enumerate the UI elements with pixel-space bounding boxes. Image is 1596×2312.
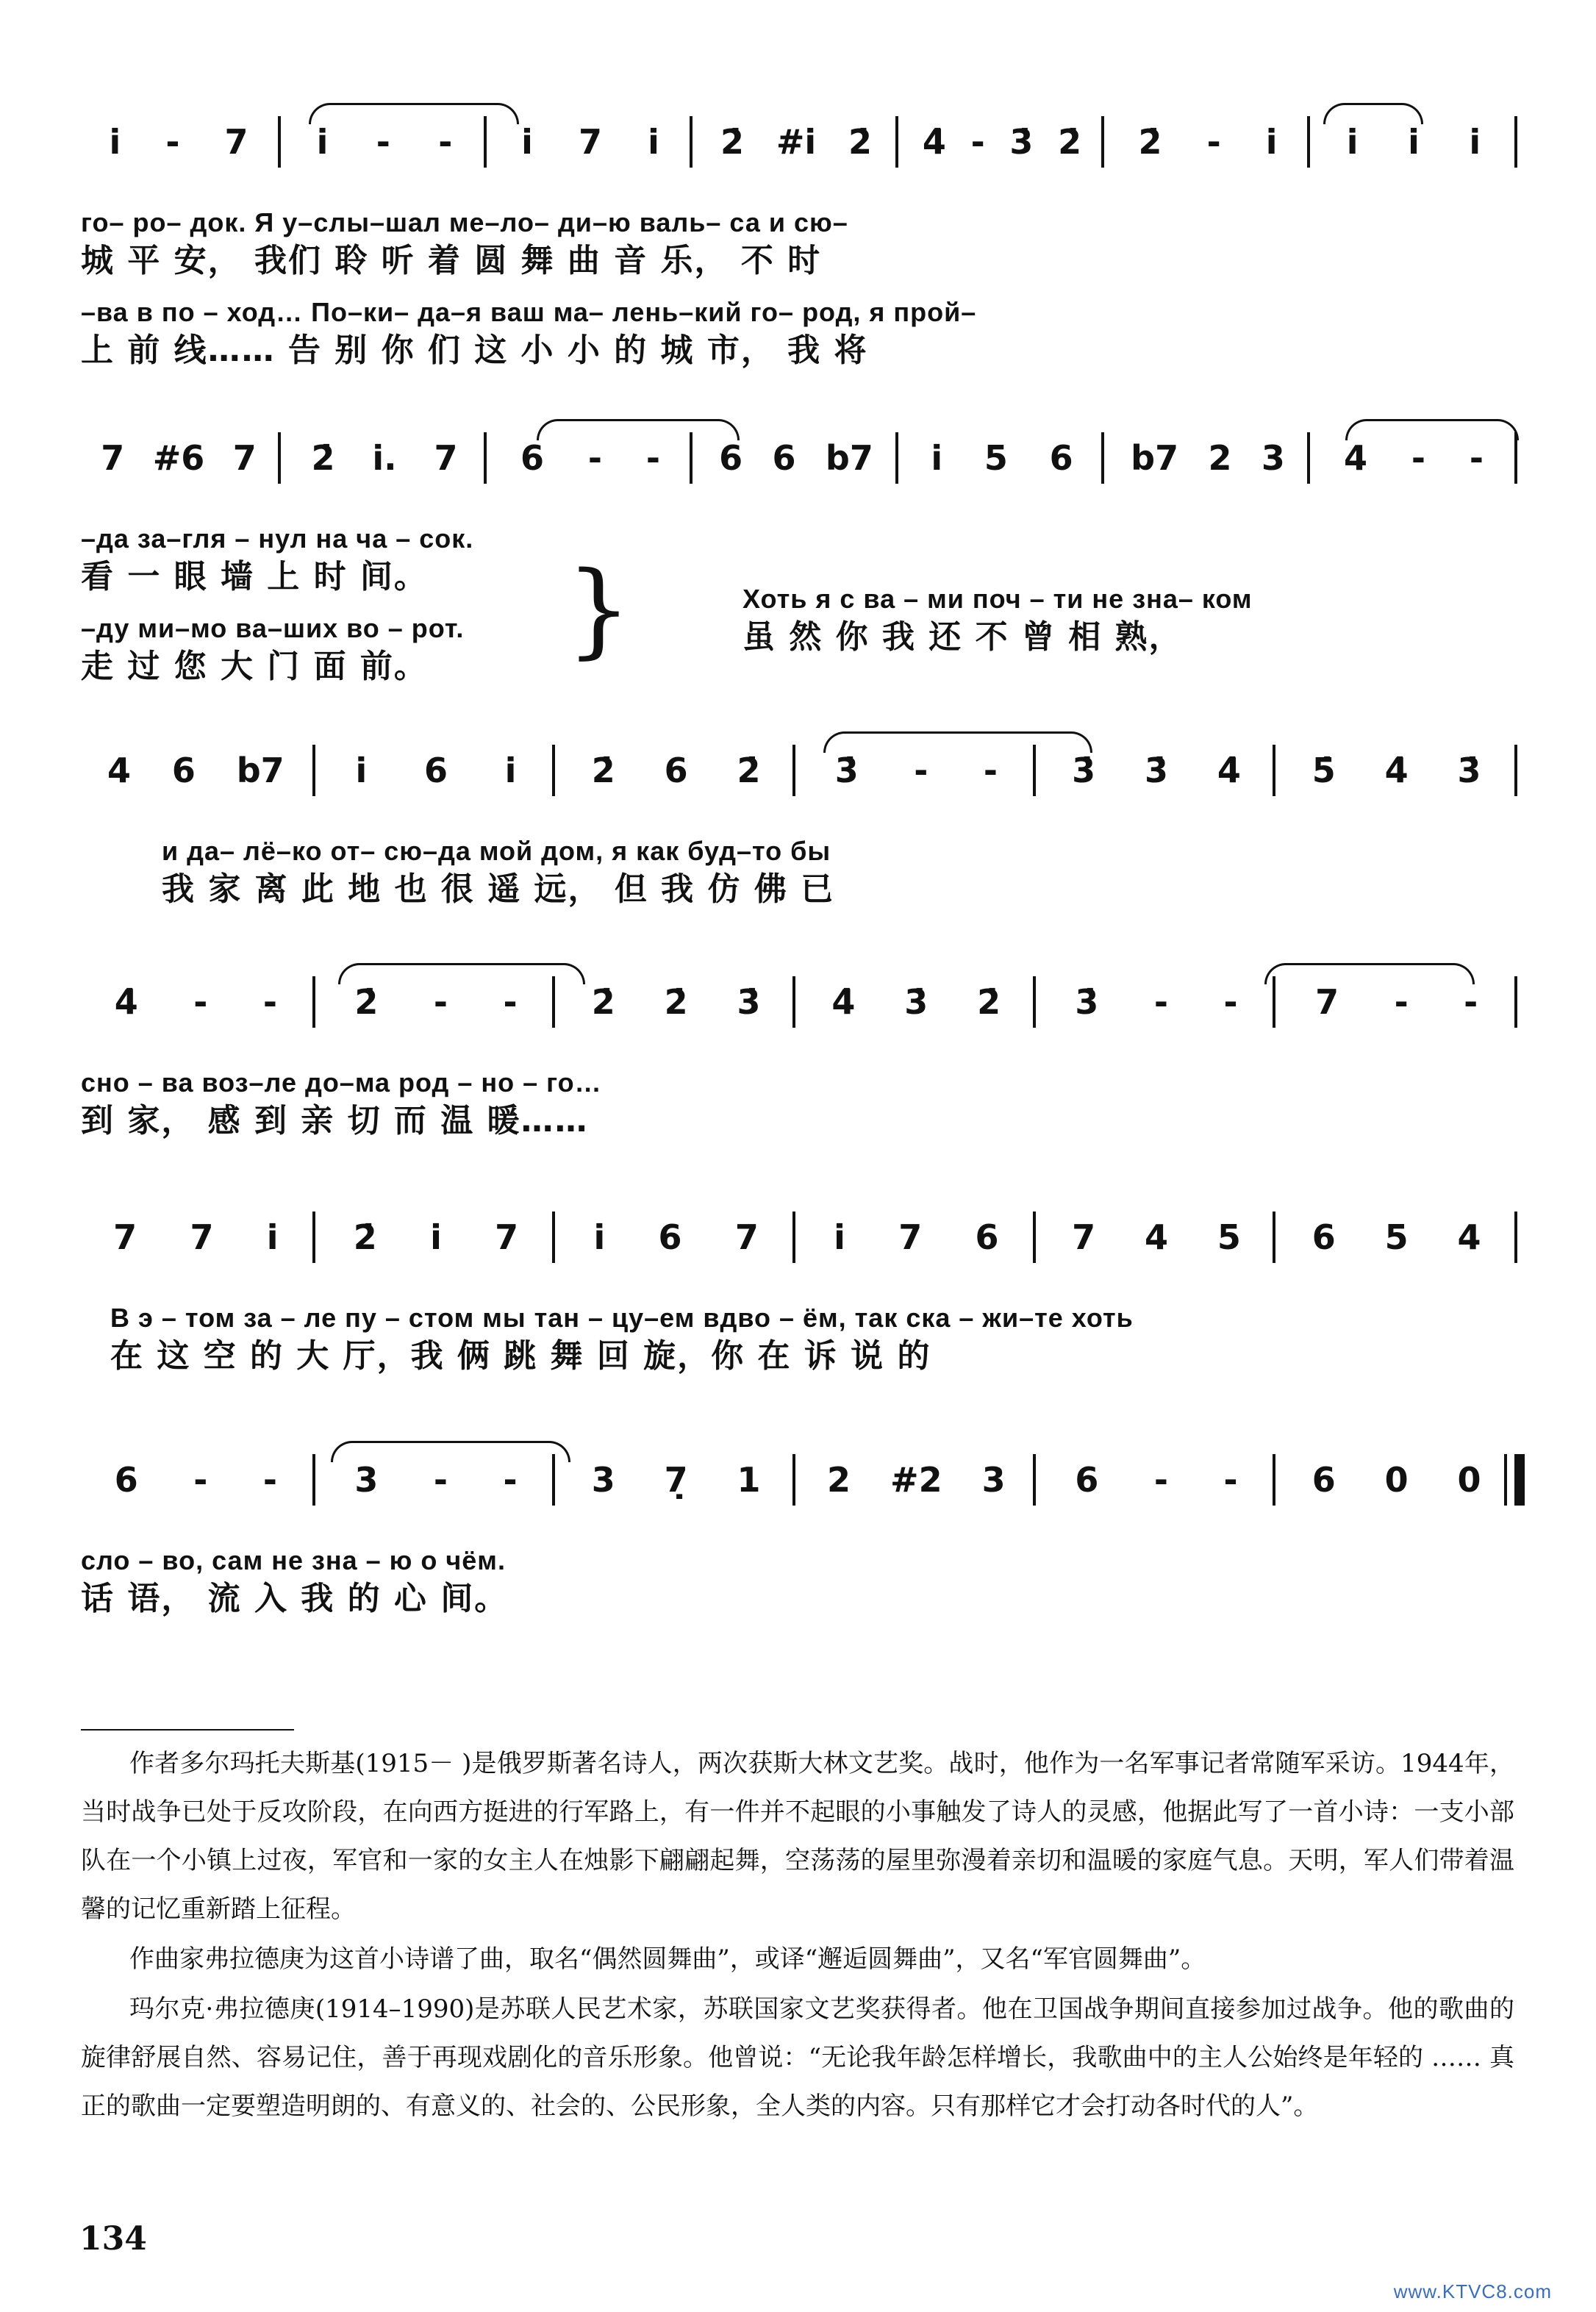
measure — [327, 1461, 545, 1498]
note: i̇ — [931, 438, 943, 478]
measure — [293, 440, 476, 476]
note: #6 — [152, 438, 205, 478]
measure — [567, 984, 785, 1020]
note: 6 — [171, 751, 196, 790]
note: 4 — [1343, 438, 1367, 478]
note: 2̇ — [977, 982, 1001, 1022]
note: i̇ — [266, 1217, 279, 1257]
lyric-line-chinese: 虽 然 你 我 还 不 曾 相 熟， — [742, 618, 1183, 656]
note: 7 — [113, 1217, 137, 1257]
note: 7 — [434, 438, 458, 478]
note: i̇ — [1469, 122, 1481, 162]
note: 7 — [232, 438, 257, 478]
note: 6 — [520, 438, 544, 478]
note: 6 — [1075, 1460, 1099, 1500]
note: i̇ — [648, 122, 659, 162]
note: 3 — [1261, 438, 1285, 478]
note: i̇ — [1265, 122, 1278, 162]
lyric-line-russian: –да за–гля – нул на ча – сок. — [81, 523, 474, 554]
notation-row — [81, 110, 1522, 169]
note: 6 — [1049, 438, 1073, 478]
tie-slur — [1264, 963, 1475, 984]
measure — [910, 440, 1094, 476]
lyric-line-russian: –ду ми–мо ва–ших во – рот. — [81, 613, 465, 643]
bar-line — [278, 116, 281, 168]
measure — [87, 1461, 305, 1498]
note: 3̇ — [1457, 751, 1481, 790]
note: 6 — [719, 438, 743, 478]
note: - — [262, 1460, 277, 1500]
note: - — [438, 122, 453, 162]
note: 2̇ — [591, 751, 615, 790]
note: - — [433, 1460, 448, 1500]
lyric-line-chinese: 我 家 离 此 地 也 很 遥 远， 但 我 仿 佛 已 — [162, 870, 835, 908]
bar-line — [552, 745, 555, 796]
measure — [567, 1461, 785, 1498]
note: - — [1153, 1460, 1168, 1500]
note: 6 — [664, 751, 688, 790]
note: i̇ — [593, 1217, 606, 1257]
note: - — [1206, 122, 1221, 162]
note: 3 — [981, 1460, 1006, 1500]
note: - — [1153, 982, 1168, 1022]
measure — [1322, 124, 1506, 160]
note: - — [503, 982, 518, 1022]
footnote-paragraph-3: 玛尔克·弗拉德庚(1914–1990)是苏联人民艺术家，苏联国家文艺奖获得者。他在卫国战争期间直接参加过战争。他的歌曲的旋律舒展自然、容易记住，善于再现戏剧化的音乐形象。他曾说：“无论我年龄怎样增长，我歌曲中的主人公始终是年轻的 …… 真正的歌曲一定要塑造明朗的、有意义的、社会的、公民形象，全人类的内容。只有那样它才会打动各时代的人”。 — [81, 1994, 1514, 2121]
measure — [87, 752, 305, 789]
note: - — [165, 122, 180, 162]
watermark: www.KTVC8.com — [1393, 2280, 1552, 2302]
lyric-line-russian: В э – том за – ле пу – стом мы тан – цу–ем вдво – ём, так ска – жи–те хоть — [110, 1303, 1134, 1333]
notation-row — [81, 739, 1522, 798]
note: 6 — [1311, 1217, 1336, 1257]
note: 0 — [1457, 1460, 1481, 1500]
note: 6 — [772, 438, 796, 478]
bar-line — [484, 432, 487, 484]
note: 3 — [591, 1460, 615, 1500]
measure — [1048, 984, 1266, 1020]
notation-row — [81, 1448, 1522, 1507]
note: - — [1411, 438, 1425, 478]
bar-line — [312, 745, 315, 796]
bar-line — [1273, 1454, 1275, 1506]
note: 7 — [1315, 982, 1339, 1022]
note: 4 — [107, 751, 131, 790]
note: 2̇ — [1058, 122, 1082, 162]
bar-line — [1514, 1212, 1517, 1263]
note: - — [587, 438, 602, 478]
note: i̇ — [109, 122, 121, 162]
note: 4̇ — [922, 122, 946, 162]
lyric-line-russian: Хоть я с ва – ми поч – ти не зна– ком — [742, 584, 1253, 614]
lyric-line-chinese: 话 语， 流 入 我 的 心 间。 — [81, 1580, 509, 1617]
note: i̇ — [1346, 122, 1359, 162]
note: 4̇ — [831, 982, 856, 1022]
measure — [1287, 752, 1506, 789]
note: b7 — [1131, 438, 1179, 478]
lyric-line-russian: –ва в по – ход… По–ки– да–я ваш ма– лень–кий го– род, я прой– — [81, 297, 977, 327]
note: 6 — [423, 751, 448, 790]
note: 2̇ — [1138, 122, 1162, 162]
footnote-divider — [81, 1729, 294, 1731]
measure — [704, 124, 888, 160]
bar-line — [312, 1212, 315, 1263]
measure — [807, 1219, 1026, 1256]
measure — [327, 752, 545, 789]
bar-line — [312, 1454, 315, 1506]
bar-line — [1033, 976, 1036, 1028]
lyric-line-chinese: 走 过 您 大 门 面 前。 — [81, 648, 428, 685]
bar-line — [1514, 116, 1517, 168]
bar-line — [895, 432, 898, 484]
lyric-line-chinese: 看 一 眼 墙 上 时 间。 — [81, 558, 428, 595]
note: 4 — [1144, 1217, 1168, 1257]
measure — [1322, 440, 1506, 476]
note: #2 — [890, 1460, 942, 1500]
note: 5̇ — [1311, 751, 1336, 790]
final-bar-line — [1514, 1454, 1525, 1506]
tie-slur — [309, 103, 519, 124]
measure — [567, 1219, 785, 1256]
note: 5 — [1384, 1217, 1409, 1257]
footnote-paragraph-2: 作曲家弗拉德庚为这首小诗谱了曲，取名“偶然圆舞曲”，或译“邂逅圆舞曲”，又名“军官圆舞曲”。 — [129, 1944, 1206, 1974]
lyric-line-russian: сно – ва воз–ле до–ма род – но – го… — [81, 1067, 602, 1098]
note: 3̇ — [1144, 751, 1168, 790]
note: 3 — [354, 1460, 379, 1500]
note: 2̇ — [848, 122, 873, 162]
tie-slur — [338, 963, 585, 984]
measure — [1048, 1219, 1266, 1256]
lyric-line-russian: го– ро– док. Я у–слы–шал ме–ло– ди–ю валь– са и сю– — [81, 207, 848, 237]
note: 0 — [1384, 1460, 1409, 1500]
note: 3̇ — [1072, 751, 1096, 790]
note: 4̇ — [1217, 751, 1241, 790]
note: 2 — [827, 1460, 851, 1500]
note: - — [645, 438, 660, 478]
note: - — [1394, 982, 1409, 1022]
tie-slur — [1345, 419, 1519, 440]
measure — [293, 124, 476, 160]
measure — [1287, 984, 1506, 1020]
tie-slur — [537, 419, 740, 440]
note: 2̇ — [720, 122, 744, 162]
lyric-line-chinese: 城 平 安， 我们 聆 听 着 圆 舞 曲 音 乐， 不 时 — [81, 242, 822, 279]
note: 7 — [578, 122, 602, 162]
note: 5 — [1217, 1217, 1241, 1257]
measure — [910, 124, 1094, 160]
verse-brace: } — [566, 550, 632, 670]
final-bar-line-thin — [1504, 1454, 1507, 1506]
note: 4̇ — [114, 982, 138, 1022]
measure — [1116, 124, 1300, 160]
note: - — [193, 982, 208, 1022]
bar-line — [895, 116, 898, 168]
bar-line — [1033, 1454, 1036, 1506]
bar-line — [792, 1454, 795, 1506]
note: b7 — [825, 438, 873, 478]
bar-line — [1514, 976, 1517, 1028]
note: - — [433, 982, 448, 1022]
note: #i̇ — [776, 122, 817, 162]
bar-line — [1273, 1212, 1275, 1263]
note: - — [503, 1460, 518, 1500]
note: i̇ — [521, 122, 533, 162]
note: - — [1223, 1460, 1238, 1500]
note: - — [193, 1460, 208, 1500]
note: i̇ — [1408, 122, 1420, 162]
note: 3̇ — [737, 982, 761, 1022]
measure — [1048, 1461, 1266, 1498]
bar-line — [278, 432, 281, 484]
notation-row — [81, 426, 1522, 485]
measure — [498, 440, 682, 476]
bar-line — [1101, 432, 1104, 484]
note: 2̇ — [591, 982, 615, 1022]
note: 6 — [114, 1460, 138, 1500]
measure — [567, 752, 785, 789]
bar-line — [792, 1212, 795, 1263]
bar-line — [792, 976, 795, 1028]
note: 6 — [975, 1217, 999, 1257]
note: 3̇ — [1075, 982, 1099, 1022]
bar-line — [690, 116, 693, 168]
measure — [87, 124, 271, 160]
measure — [498, 124, 682, 160]
note: - — [1469, 438, 1484, 478]
note: 6 — [658, 1217, 682, 1257]
lyric-line-russian: и да– лё–ко от– сю–да мой дом, я как буд–то бы — [162, 836, 831, 866]
measure — [1116, 440, 1300, 476]
bar-line — [1307, 432, 1310, 484]
note: 2̇ — [353, 1217, 377, 1257]
note: i̇ — [430, 1217, 442, 1257]
bar-line — [312, 976, 315, 1028]
note: - — [376, 122, 390, 162]
measure — [87, 1219, 305, 1256]
note: 2̇ — [664, 982, 688, 1022]
bar-line — [1101, 116, 1104, 168]
note: 5 — [984, 438, 1008, 478]
bar-line — [1307, 116, 1310, 168]
page-number: 134 — [79, 2220, 147, 2258]
note: i̇ — [316, 122, 329, 162]
note: - — [914, 751, 928, 790]
note: 6 — [1311, 1460, 1336, 1500]
note: i̇ — [834, 1217, 845, 1257]
measure — [87, 440, 271, 476]
bar-line — [1514, 745, 1517, 796]
bar-line — [552, 1212, 555, 1263]
note: - — [983, 751, 998, 790]
measure — [704, 440, 888, 476]
bar-line — [1273, 745, 1275, 796]
note: 7 — [495, 1217, 519, 1257]
notation-row — [81, 1206, 1522, 1264]
bar-line — [1033, 1212, 1036, 1263]
tie-slur — [331, 1441, 570, 1462]
note: 4̇ — [1384, 751, 1409, 790]
lyric-line-chinese: 到 家， 感 到 亲 切 而 温 暖…… — [81, 1102, 589, 1139]
bar-line — [792, 745, 795, 796]
note: - — [1223, 982, 1238, 1022]
note: - — [1464, 982, 1478, 1022]
note: i̇ — [355, 751, 368, 790]
lyric-line-chinese: 上 前 线…… 告 别 你 们 这 小 小 的 城 市， 我 将 — [81, 332, 868, 369]
note: b7 — [236, 751, 285, 790]
note: 3̇ — [904, 982, 928, 1022]
tie-slur — [823, 731, 1092, 753]
note: 4 — [1457, 1217, 1481, 1257]
measure — [807, 1461, 1026, 1498]
note: 2̇ — [737, 751, 761, 790]
measure — [807, 752, 1026, 789]
measure — [87, 984, 305, 1020]
footnote-paragraph-1: 作者多尔玛托夫斯基(1915－ )是俄罗斯著名诗人，两次获斯大林文艺奖。战时，他作为一名军事记者常随军采访。1944年，当时战争已处于反攻阶段，在向西方挺进的行军路上，有一件并不起眼的小事触发了诗人的灵感，他据此写了一首小诗：一支小部队在一个小镇上过夜，军官和一家的女主人在烛影下翩翩起舞，空荡荡的屋里弥漫着亲切和温暖的家庭气息。天明，军人们带着温馨的记忆重新踏上征程。 — [81, 1749, 1514, 1924]
note: 2̇ — [354, 982, 379, 1022]
measure — [327, 984, 545, 1020]
note: 7 — [898, 1217, 923, 1257]
tie-slur — [1323, 103, 1423, 124]
note: - — [262, 982, 277, 1022]
note: i̇. — [372, 438, 397, 478]
measure — [327, 1219, 545, 1256]
note: - — [970, 122, 985, 162]
measure — [807, 984, 1026, 1020]
lyric-line-russian: сло – во, сам не зна – ю о чём. — [81, 1545, 506, 1575]
note: 3̇ — [1009, 122, 1034, 162]
note: 2̇ — [311, 438, 335, 478]
note: 3̇ — [834, 751, 859, 790]
note: 7 — [224, 122, 248, 162]
measure — [1287, 1461, 1506, 1498]
note: 7 — [734, 1217, 759, 1257]
note: i̇ — [504, 751, 517, 790]
note: 2 — [1208, 438, 1232, 478]
note: 7 — [101, 438, 125, 478]
measure — [1048, 752, 1266, 789]
measure — [1287, 1219, 1506, 1256]
lyric-line-chinese: 在 这 空 的 大 厅，我 俩 跳 舞 回 旋，你 在 诉 说 的 — [110, 1337, 931, 1375]
note: 7 — [1072, 1217, 1096, 1257]
note: 1 — [737, 1460, 761, 1500]
note: 7 — [190, 1217, 214, 1257]
note: 7̣ — [664, 1460, 688, 1500]
